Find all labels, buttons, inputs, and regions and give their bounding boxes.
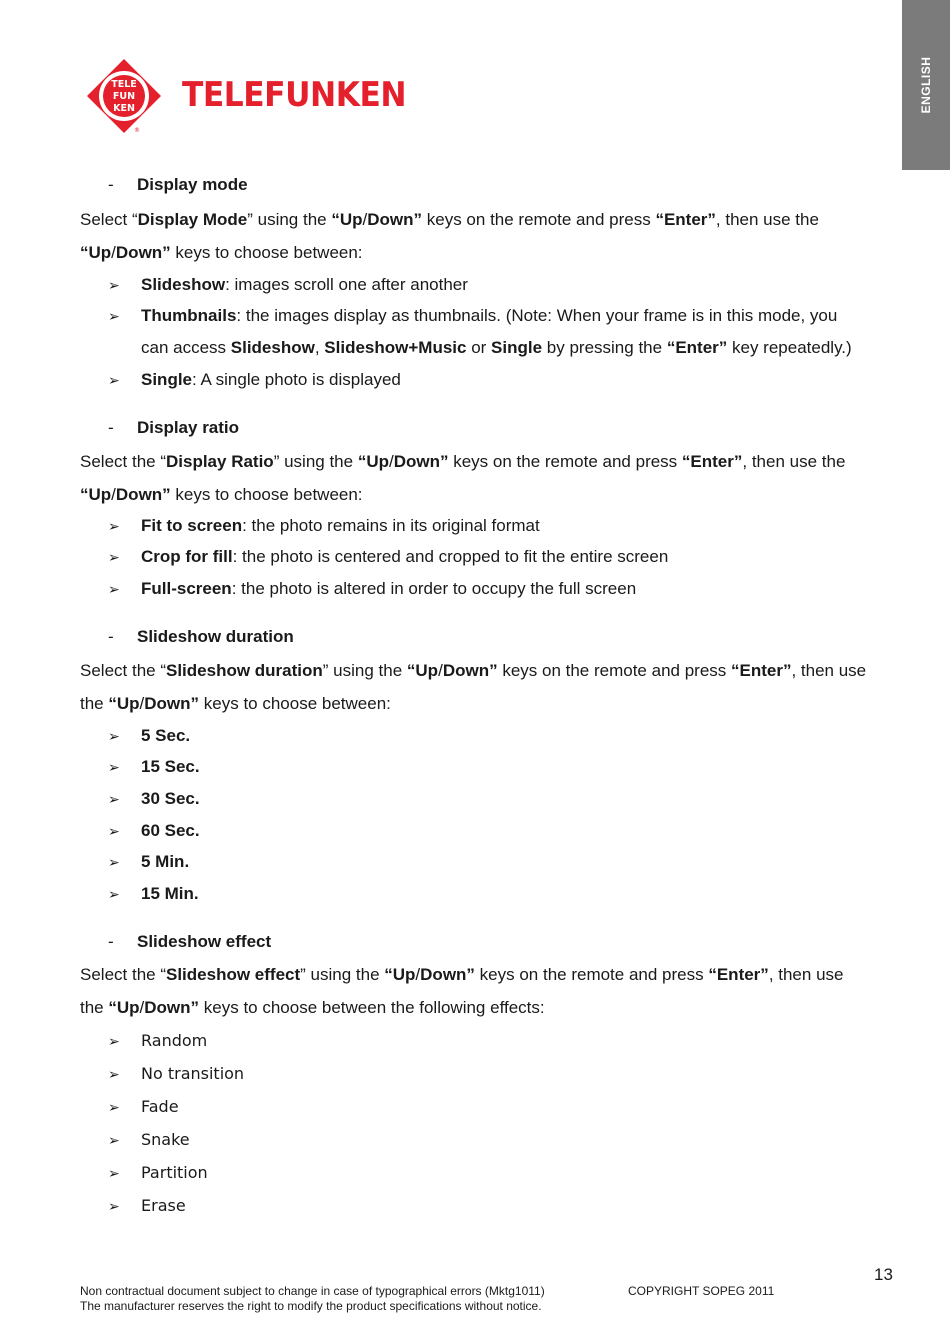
slideshow-duration-intro-line-2: the “Up/Down” keys to choose between: [80, 694, 391, 713]
brand-wordmark: TELEFUNKEN [182, 75, 407, 115]
telefunken-emblem-icon [86, 58, 162, 134]
section-heading-display-ratio [108, 418, 239, 438]
list-item: ➢ Random [108, 1025, 207, 1058]
arrow-bullet-icon: ➢ [108, 791, 120, 807]
section-title: Display ratio [137, 418, 240, 437]
dash: - [108, 627, 114, 646]
display-ratio-intro-line-2: “Up/Down” keys to choose between: [80, 485, 363, 504]
arrow-bullet-icon: ➢ [108, 277, 120, 293]
section-heading-display-mode [108, 175, 248, 195]
section-title: Slideshow duration [137, 627, 294, 646]
footer-line-1: Non contractual document subject to change in case of typographical errors (Mktg1011) [80, 1284, 545, 1298]
arrow-bullet-icon: ➢ [108, 549, 120, 565]
slideshow-effect-intro-line-1: Select the “Slideshow effect” using the “Up/Down” keys on the remote and press “Enter”, then use [80, 965, 844, 984]
arrow-bullet-icon: ➢ [108, 728, 120, 744]
arrow-bullet-icon: ➢ [108, 886, 120, 902]
dash: - [108, 418, 114, 437]
list-item: ➢ Crop for fill: the photo is centered and cropped to fit the entire screen [108, 541, 668, 573]
arrow-bullet-icon: ➢ [108, 518, 120, 534]
arrow-bullet-icon: ➢ [108, 823, 120, 839]
language-tab-label: ENGLISH [919, 56, 933, 114]
arrow-bullet-icon: ➢ [108, 759, 120, 775]
list-item: ➢ 30 Sec. [108, 783, 200, 815]
list-item: ➢ 60 Sec. [108, 815, 200, 847]
section-title: Display mode [137, 175, 248, 194]
slideshow-duration-intro-line-1: Select the “Slideshow duration” using the “Up/Down” keys on the remote and press “Enter”, then use [80, 661, 867, 680]
page-number: 13 [874, 1265, 893, 1284]
telefunken-logo [86, 58, 406, 134]
list-item: ➢ Fit to screen: the photo remains in its original format [108, 510, 540, 542]
list-item: ➢ Thumbnails: the images display as thumbnails. (Note: When your frame is in this mode, you can access Slideshow, Slideshow+Music or Single by pressing the “Enter” key repeatedly.) [108, 300, 837, 332]
list-item: ➢ Slideshow: images scroll one after another [108, 269, 468, 301]
list-item: ➢ 5 Min. [108, 846, 189, 878]
dash: - [108, 932, 114, 951]
footer-disclaimer [80, 1284, 545, 1314]
footer-line-2: The manufacturer reserves the right to modify the product specifications without notice. [80, 1299, 542, 1313]
emblem-line-2: FUN [112, 91, 136, 102]
display-mode-intro-line-2: “Up/Down” keys to choose between: [80, 243, 363, 262]
footer-copyright: COPYRIGHT SOPEG 2011 [628, 1284, 775, 1298]
list-item: ➢ 5 Sec. [108, 720, 190, 752]
section-title: Slideshow effect [137, 932, 272, 951]
arrow-bullet-icon: ➢ [108, 1133, 120, 1149]
emblem-line-1: TELE [111, 79, 137, 90]
arrow-bullet-icon: ➢ [108, 308, 120, 324]
section-heading-slideshow-effect [108, 932, 271, 952]
list-item: ➢ Fade [108, 1091, 179, 1124]
arrow-bullet-icon: ➢ [108, 1034, 120, 1050]
language-tab [902, 0, 950, 170]
dash: - [108, 175, 114, 194]
list-item: ➢ Erase [108, 1190, 186, 1223]
registered-mark: ® [134, 127, 140, 134]
list-item: ➢ 15 Min. [108, 878, 199, 910]
list-item-continuation: can access Slideshow, Slideshow+Music or Single by pressing the “Enter” key repeatedly.) [141, 338, 852, 357]
list-item: ➢ Partition [108, 1157, 208, 1190]
list-item: ➢ Full-screen: the photo is altered in order to occupy the full screen [108, 573, 636, 605]
list-item: ➢ No transition [108, 1058, 244, 1091]
section-heading-slideshow-duration [108, 627, 294, 647]
list-item: ➢ Single: A single photo is displayed [108, 364, 401, 396]
arrow-bullet-icon: ➢ [108, 854, 120, 870]
list-item: ➢ 15 Sec. [108, 751, 200, 783]
arrow-bullet-icon: ➢ [108, 372, 120, 388]
display-mode-intro-line-1: Select “Display Mode” using the “Up/Down” keys on the remote and press “Enter”, then use the [80, 210, 819, 229]
arrow-bullet-icon: ➢ [108, 1067, 120, 1083]
arrow-bullet-icon: ➢ [108, 1100, 120, 1116]
arrow-bullet-icon: ➢ [108, 1166, 120, 1182]
arrow-bullet-icon: ➢ [108, 581, 120, 597]
list-item: ➢ Snake [108, 1124, 190, 1157]
emblem-line-3: KEN [113, 103, 135, 114]
slideshow-effect-intro-line-2: the “Up/Down” keys to choose between the following effects: [80, 998, 545, 1017]
display-ratio-intro-line-1: Select the “Display Ratio” using the “Up/Down” keys on the remote and press “Enter”, then use the [80, 452, 846, 471]
arrow-bullet-icon: ➢ [108, 1199, 120, 1215]
